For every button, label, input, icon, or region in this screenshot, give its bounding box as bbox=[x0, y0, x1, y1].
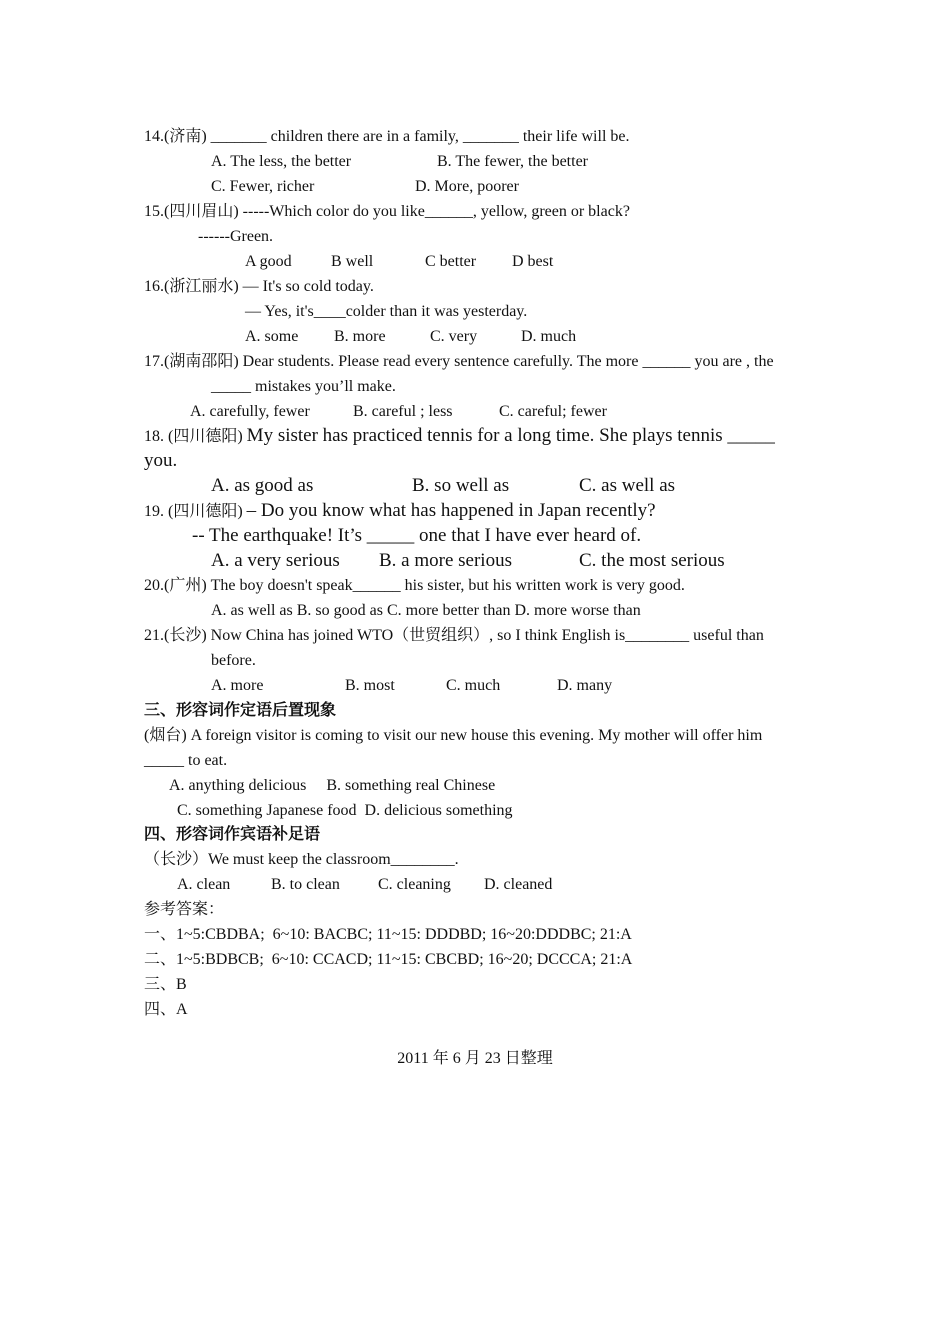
q14-option-d: D. More, poorer bbox=[415, 178, 519, 195]
section4-heading: 四、形容词作宾语补足语 bbox=[144, 826, 321, 843]
q16-reply: — Yes, it's____colder than it was yesterday. bbox=[245, 303, 528, 320]
q15-option-d: D best bbox=[512, 253, 554, 270]
answers-line-3: 三、B bbox=[144, 976, 187, 993]
section4-option-d: D. cleaned bbox=[484, 876, 553, 893]
answers-line-4: 四、A bbox=[144, 1001, 188, 1018]
q16-option-c: C. very bbox=[430, 328, 478, 345]
q21-option-b: B. most bbox=[345, 677, 395, 694]
q16-option-b: B. more bbox=[334, 328, 386, 345]
q15-reply: ------Green. bbox=[198, 228, 274, 245]
section3-stem-cont: _____ to eat. bbox=[144, 752, 228, 769]
q19-option-b: B. a more serious bbox=[379, 550, 512, 571]
q14-stem: 14.(济南) _______ children there are in a family, _______ their life will be. bbox=[144, 128, 630, 145]
section4-stem: （长沙）We must keep the classroom________. bbox=[144, 851, 459, 868]
q21-stem-cont: before. bbox=[211, 652, 256, 669]
section3-options-ab: A. anything delicious B. something real Chinese bbox=[169, 777, 496, 794]
q18-prefix: 18. (四川德阳) bbox=[144, 428, 247, 445]
q21-option-d: D. many bbox=[557, 677, 613, 694]
q19-line bbox=[144, 500, 656, 522]
compile-date: 2011 年 6 月 23 日整理 bbox=[397, 1050, 553, 1067]
q17-stem-cont: _____ mistakes you’ll make. bbox=[211, 378, 396, 395]
section4-option-a: A. clean bbox=[177, 876, 231, 893]
q15-option-c: C better bbox=[425, 253, 477, 270]
q18-stem-cont: you. bbox=[144, 450, 178, 471]
q21-option-c: C. much bbox=[446, 677, 501, 694]
section4-option-c: C. cleaning bbox=[378, 876, 451, 893]
q19-stem: – Do you know what has happened in Japan recently? bbox=[246, 500, 656, 521]
q16-stem: 16.(浙江丽水) — It's so cold today. bbox=[144, 278, 374, 295]
section4-option-b: B. to clean bbox=[271, 876, 340, 893]
q17-option-c: C. careful; fewer bbox=[499, 403, 607, 420]
answers-line-2: 二、1~5:BDBCB; 6~10: CCACD; 11~15: CBCBD; 16~20; DCCCA; 21:A bbox=[144, 951, 633, 968]
q20-options: A. as well as B. so good as C. more better than D. more worse than bbox=[211, 602, 641, 619]
q16-option-a: A. some bbox=[245, 328, 299, 345]
q15-option-b: B well bbox=[331, 253, 374, 270]
section3-heading: 三、形容词作定语后置现象 bbox=[144, 702, 337, 719]
q18-option-c: C. as well as bbox=[579, 475, 676, 496]
q19-option-c: C. the most serious bbox=[579, 550, 725, 571]
q18-stem: My sister has practiced tennis for a long time. She plays tennis _____ bbox=[246, 425, 775, 446]
q19-prefix: 19. (四川德阳) bbox=[144, 503, 247, 520]
answers-line-1: 一、1~5:CBDBA; 6~10: BACBC; 11~15: DDDBD; 16~20:DDDBC; 21:A bbox=[144, 926, 632, 943]
section3-options-cd: C. something Japanese food D. delicious something bbox=[177, 802, 513, 819]
q19-option-a: A. a very serious bbox=[211, 550, 340, 571]
q17-option-a: A. carefully, fewer bbox=[190, 403, 310, 420]
q19-reply: -- The earthquake! It’s _____ one that I have ever heard of. bbox=[192, 525, 642, 546]
q17-stem: 17.(湖南邵阳) Dear students. Please read every sentence carefully. The more ______ you are , the bbox=[144, 353, 774, 370]
q20-stem: 20.(广州) The boy doesn't speak______ his sister, but his written work is very good. bbox=[144, 577, 685, 594]
q18-line bbox=[144, 425, 775, 447]
q21-stem: 21.(长沙) Now China has joined WTO（世贸组织）, so I think English is________ useful than bbox=[144, 627, 764, 644]
q15-option-a: A good bbox=[245, 253, 292, 270]
q14-option-b: B. The fewer, the better bbox=[437, 153, 588, 170]
section3-stem: (烟台) A foreign visitor is coming to visit our new house this evening. My mother will offer him bbox=[144, 727, 763, 744]
q18-option-b: B. so well as bbox=[412, 475, 510, 496]
q14-option-a: A. The less, the better bbox=[211, 153, 352, 170]
q17-option-b: B. careful ; less bbox=[353, 403, 453, 420]
q21-option-a: A. more bbox=[211, 677, 264, 694]
q14-option-c: C. Fewer, richer bbox=[211, 178, 315, 195]
q16-option-d: D. much bbox=[521, 328, 577, 345]
answers-heading: 参考答案： bbox=[144, 901, 225, 918]
q18-option-a: A. as good as bbox=[211, 475, 314, 496]
q15-stem: 15.(四川眉山) -----Which color do you like______, yellow, green or black? bbox=[144, 203, 630, 220]
